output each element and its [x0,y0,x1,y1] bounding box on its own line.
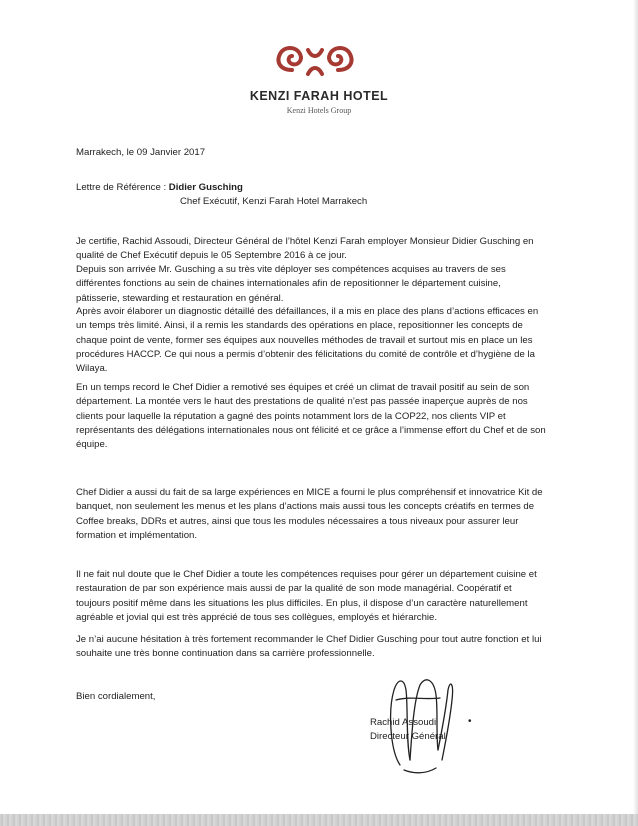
paragraph-competences: Il ne fait nul doute que le Chef Didier a toute les compétences requises pour gérer un département cuisine et restauration de par son expérience mais aussi de par la qualité de son mode managérial. Coopératif et toujours positif même dans les situations les plus difficiles. En plus, il dispose d’un caractère naturellement agréable et jovial qui est très apprécié de tous ses collègues, employés et hiérarchie. [76,569,537,623]
hotel-group: Kenzi Hotels Group [286,106,352,115]
scan-edge-bottom [0,814,638,826]
paragraph-mice: Chef Didier a aussi du fait de sa large expériences en MICE a fourni le plus compréhensif et innovatrice Kit de banquet, non seulement les menus et les plans d’actions mais aussi tous les concepts créatifs en termes de Coffee breaks, DDRs et autres, ainsi que tous les modules nécessaires a tous niveaux pour assurer leur formation et implémentation. [76,487,543,541]
closing-greeting: Bien cordialement, [76,691,156,702]
paragraph-arrival: Depuis son arrivée Mr. Gusching a su très vite déployer ses compétences acquises au travers de ses différentes fonctions au sein de chaines internationales afin de repositionner le département cuisine, pâtisserie, stewarding et restauration en général. [76,264,506,304]
letter-date: Marrakech, le 09 Janvier 2017 [76,147,206,158]
signatory-block [370,716,446,744]
signatory-title: Directeur Général [370,731,446,742]
paragraph-motivation: En un temps record le Chef Didier a remotivé ses équipes et créé un climat de travail positif au sein de son département. La montée vers le haut des prestations de qualité n’est pas passée inaperçue auprès de nos clients pour laquelle la réputation a gagné des points notamment lors de la COP22, nos clients VIP et représentants des délégations internationales nous ont félicité et ce grâce a l’immense effort du Chef et de son équipe. [76,382,546,451]
stray-dot: • [468,716,472,727]
reference-subtitle: Chef Exécutif, Kenzi Farah Hotel Marrakech [180,196,368,207]
hotel-name: KENZI FARAH HOTEL [249,89,389,103]
paragraph-recommendation: Je n’ai aucune hésitation à très fortement recommander le Chef Didier Gusching pour tout autre fonction et lui souhaite une très bonne continuation dans sa carrière professionnelle. [76,634,542,660]
paragraph-diagnostic: Après avoir élaborer un diagnostic détaillé des défaillances, il a mis en place des plans d’actions efficaces en un temps très limité. Ainsi, il a remis les standards des opérations en place, repositionner les concepts de chaque point de vente, former ses équipes aux nouvelles méthodes de travail et surtout mis en place un les procédures HACCP. Ce qui nous a permis d’obtenir des félicitations du comité de contrôle et d’hygiène de la Wilaya. [76,306,539,375]
scan-edge-right [633,0,638,826]
signatory-name: Rachid Assoudi [370,717,437,728]
reference-prefix: Lettre de Référence : [76,182,169,193]
reference-line [76,181,546,195]
kenzi-logo-icon [270,40,360,82]
reference-name: Didier Gusching [168,182,243,193]
paragraph-certification: Je certifie, Rachid Assoudi, Directeur Général de l’hôtel Kenzi Farah employer Monsieur Didier Gusching en qualité de Chef Exécutif depuis le 05 Septembre 2016 à ce jour. [76,236,534,262]
